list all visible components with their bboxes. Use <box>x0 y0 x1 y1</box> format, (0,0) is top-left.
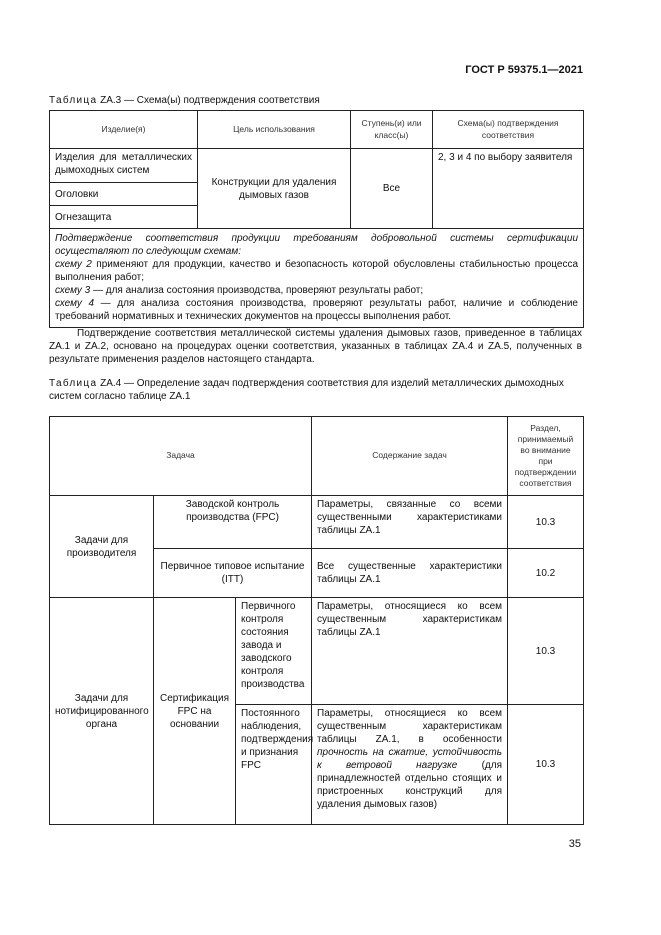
header-cell: Задача <box>50 417 312 496</box>
content-italic: прочность на сжатие, устойчивость к ветровой нагрузке <box>317 747 503 771</box>
table-za3 <box>49 110 584 328</box>
content-cell: Все существенные характеристики таблицы ZA.1 <box>312 549 508 598</box>
note-intro: Подтверждение соответствия продукции требованиям добровольной системы сертификации осуществляют по следующим схемам: <box>55 233 578 257</box>
section-cell: 10.3 <box>508 496 584 549</box>
header-cell: Ступень(и) или класс(ы) <box>351 111 433 149</box>
product-cell: Изделия для металлических дымоходных систем <box>50 149 198 183</box>
note-text: — для анализа состояния производства, проверяют результаты работ; <box>90 285 424 296</box>
note-term: схему 3 <box>55 285 91 296</box>
header-cell: Схема(ы) подтверждения соответствия <box>433 111 584 149</box>
scheme-cell: 2, 3 и 4 по выбору заявителя <box>433 149 584 229</box>
header-cell: Содержание задач <box>312 417 508 496</box>
notified-body-label: Задачи для нотифицированного органа <box>50 598 154 825</box>
table-note <box>50 229 584 328</box>
header-cell: Цель использования <box>198 111 351 149</box>
task-cell: Постоянного наблюдения, подтверждения и признания FPC <box>236 705 312 825</box>
table-za4-caption <box>49 377 582 403</box>
task-cell: Первичное типовое испытание (ITT) <box>154 549 312 598</box>
purpose-cell: Конструкции для удаления дымовых газов <box>198 149 351 229</box>
note-term: схему 4 <box>55 298 95 309</box>
body-paragraph: Подтверждение соответствия металлической системы удаления дымовых газов, приведенное в таблицах ZA.1 и ZA.2, основано на процедурах оценки соответствия, указанных в таблицах ZA.4 и ZA.5, полученных в результате применения разделов настоящего стандарта. <box>49 328 582 365</box>
task-cell: Первичного контроля состояния завода и заводского контроля производства <box>236 598 312 705</box>
note-text: — для анализа состояния производства, проверяют результаты работ, наличие и соблюдение требований нормативных и технических документов на процессы выполнения работ. <box>55 298 578 322</box>
task-cell: Заводской контроль производства (FPC) <box>154 496 312 549</box>
note-text: применяют для продукции, качество и безопасность которой обусловлены стабильностью процесса выполнения работ; <box>55 259 579 283</box>
caption-text: ZA.4 — Определение задач подтверждения соответствия для изделий металлических дымоходных систем согласно таблице ZA.1 <box>49 378 564 402</box>
caption-text: ZA.3 — Схема(ы) подтверждения соответствия <box>100 95 320 106</box>
standard-number: ГОСТ Р 59375.1—2021 <box>465 64 583 76</box>
content-cell: Параметры, относящиеся ко всем существенным характеристикам таблицы ZA.1 <box>312 598 508 705</box>
level-cell: Все <box>351 149 433 229</box>
content-start: Параметры, относящиеся ко всем существенным характеристикам таблицы ZA.1, в особенности <box>317 708 503 745</box>
content-cell <box>312 705 508 825</box>
group-cell: Сертификация FPC на основании <box>154 598 236 825</box>
product-cell: Оголовки <box>50 183 198 206</box>
manufacturer-label: Задачи для производителя <box>50 496 154 598</box>
caption-prefix: Таблица <box>49 378 98 389</box>
note-term: схему 2 <box>55 259 92 270</box>
section-cell: 10.2 <box>508 549 584 598</box>
table-za3-caption <box>49 94 320 107</box>
page-number: 35 <box>568 837 581 850</box>
table-za4 <box>49 416 584 825</box>
caption-prefix: Таблица <box>49 95 98 106</box>
content-cell: Параметры, связанные со всеми существенными характеристиками таблицы ZA.1 <box>312 496 508 549</box>
content-end: (для принадлежностей отдельно стоящих и пристроенных конструкций для удаления дымовых газов) <box>317 760 503 810</box>
section-cell: 10.3 <box>508 598 584 705</box>
header-cell: Изделие(я) <box>50 111 198 149</box>
section-cell: 10.3 <box>508 705 584 825</box>
product-cell: Огнезащита <box>50 206 198 229</box>
header-cell: Раздел, принимаемый во внимание при подтверждении соответствия <box>508 417 584 496</box>
